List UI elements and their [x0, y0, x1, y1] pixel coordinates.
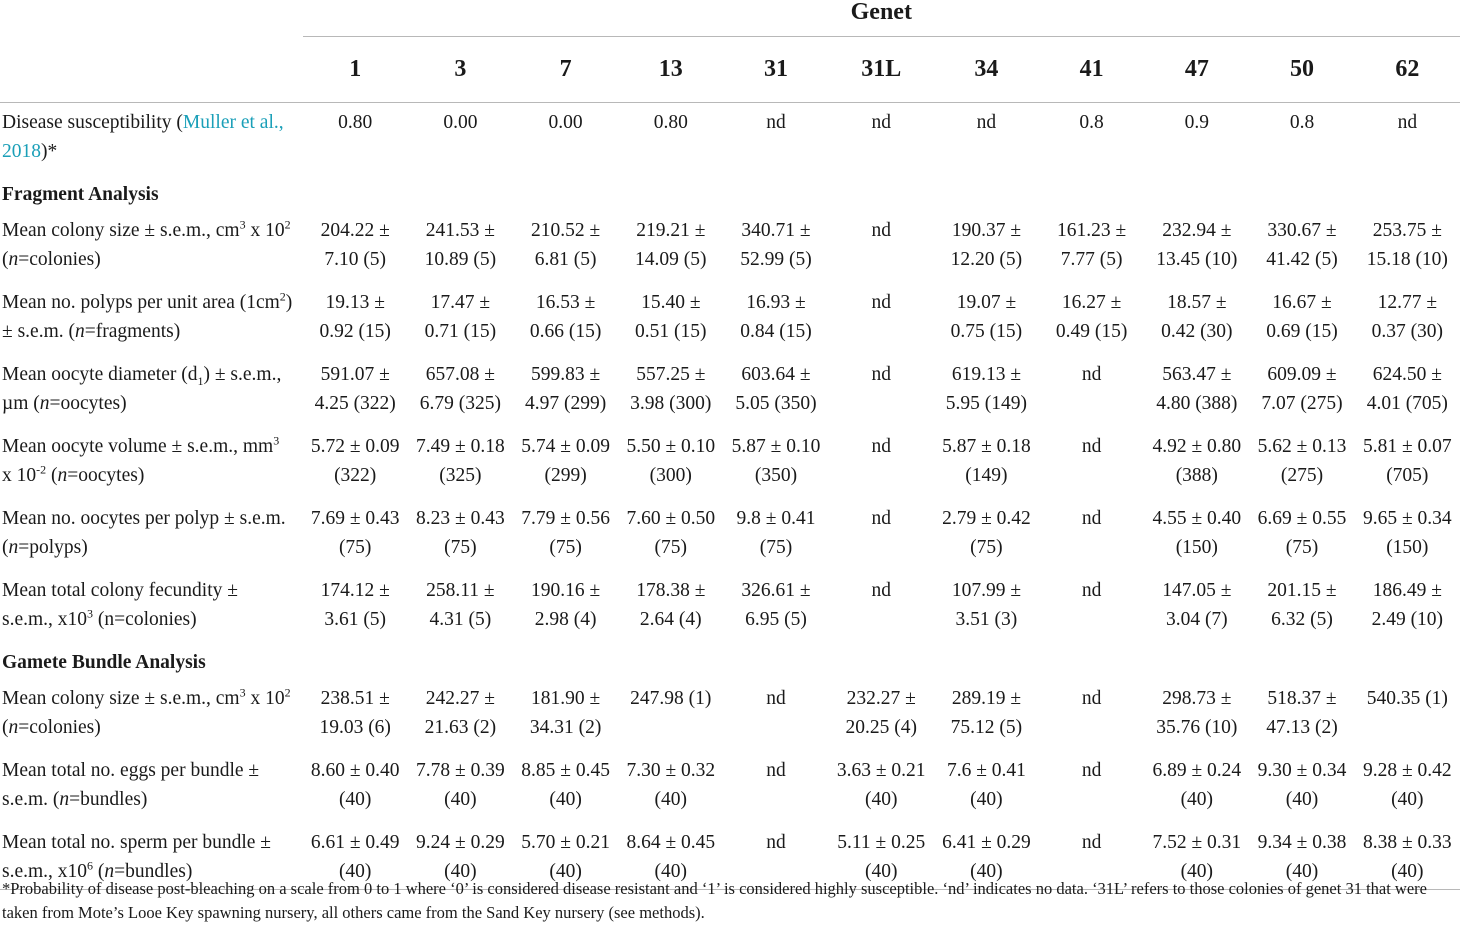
- table-cell: 232.94 ± 13.45 (10): [1156, 220, 1238, 270]
- table-cell: 9.24 ± 0.29 (40): [408, 823, 513, 890]
- table-cell: 7.30 ± 0.32 (40): [626, 760, 716, 810]
- table-cell: 9.28 ± 0.42 (40): [1362, 760, 1452, 810]
- row-frag-colony-size: [0, 211, 1460, 283]
- table-cell: 174.12 ± 3.61 (5): [320, 580, 390, 630]
- section-fragment-analysis: [0, 175, 1460, 211]
- section-gamete-bundle-analysis: [0, 643, 1460, 679]
- table-cell: nd: [723, 823, 828, 890]
- genet-header: 47: [1144, 37, 1249, 103]
- genet-header: 41: [1039, 37, 1144, 103]
- table-cell: 2.79 ± 0.42 (75): [942, 508, 1031, 558]
- row-label: Mean oocyte diameter $(d_1) \pm s.e.m$., µm (n=oocytes): [2, 364, 282, 414]
- table-cell: nd: [1081, 508, 1102, 529]
- row-frag-oocyte-diameter: [0, 355, 1460, 427]
- table-cell: 8.60 ± 0.40 (40): [310, 760, 400, 810]
- table-cell: 6.41 ± 0.29 (40): [934, 823, 1039, 890]
- table-cell: nd: [871, 112, 891, 133]
- table-cell: 3.63 ± 0.21 (40): [836, 760, 926, 810]
- table-cell: 178.38 ± 2.64 (4): [636, 580, 706, 630]
- table-cell: 242.27 ± 21.63 (2): [424, 688, 497, 738]
- table-cell: 0.8: [1289, 112, 1315, 133]
- table-cell: 518.37 ± 47.13 (2): [1266, 688, 1338, 738]
- table-cell: 326.61 ± 6.95 (5): [741, 580, 811, 630]
- table-cell: 238.51 ± 19.03 (6): [319, 688, 391, 738]
- table-cell: 5.87 ± 0.18 (149): [942, 436, 1031, 486]
- genet-title: Genet: [303, 0, 1460, 37]
- table-cell: 9.65 ± 0.34 (150): [1362, 508, 1452, 558]
- table-cell: 186.49 ± 2.49 (10): [1371, 580, 1444, 630]
- table-cell: 8.64 ± 0.45 (40): [618, 823, 723, 890]
- table-cell: nd: [1397, 112, 1418, 133]
- row-frag-oocyte-volume: [0, 427, 1460, 499]
- table-cell: 0.8: [1079, 112, 1104, 133]
- table-cell: 5.70 ± 0.21 (40): [513, 823, 618, 890]
- table-cell: nd: [871, 364, 891, 385]
- genet-header: 34: [934, 37, 1039, 103]
- table-cell: 210.52 ± 6.81 (5): [531, 220, 601, 270]
- table-cell: 8.23 ± 0.43 (75): [416, 508, 505, 558]
- table-cell: nd: [1081, 436, 1102, 457]
- table-cell: nd: [1081, 688, 1102, 709]
- table-cell: 17.47 ± 0.71 (15): [424, 292, 497, 342]
- table-cell: nd: [1081, 760, 1102, 781]
- row-gam-colony-size: [0, 679, 1460, 751]
- table-footnote: *Probability of disease post-bleaching on a scale from 0 to 1 where ‘0’ is considered disease resistant and ‘1’ is considered highly susceptible. ‘nd’ indicates no data. ‘31L’ refers to those colonies of genet 31 that were taken from Mote’s Looe Key spawning nursery, all others came from the Sand Key nursery (see methods).: [2, 879, 1427, 922]
- table-cell: 5.87 ± 0.10 (350): [731, 436, 821, 486]
- table-cell: 0.80: [338, 112, 373, 133]
- table-cell: nd: [1081, 580, 1102, 601]
- row-gam-eggs: [0, 751, 1460, 823]
- table-cell: 12.77 ± 0.37 (30): [1371, 292, 1444, 342]
- table-cell: nd: [1039, 823, 1144, 890]
- table-cell: 0.9: [1184, 112, 1209, 133]
- row-label: Mean colony size ± s.e.m., $cm^3$ x $10^2$ (n=colonies): [2, 685, 291, 738]
- table-cell: 7.49 ± 0.18 (325): [416, 436, 505, 486]
- table-cell: 603.64 ± 5.05 (350): [735, 364, 817, 414]
- table-cell: 624.50 ± 4.01 (705): [1366, 364, 1448, 414]
- table-cell: 219.21 ± 14.09 (5): [635, 220, 707, 270]
- table-cell: nd: [976, 112, 997, 133]
- table-cell: 201.15 ± 6.32 (5): [1267, 580, 1337, 630]
- genet-header: 62: [1355, 37, 1460, 103]
- header-blank: [0, 0, 303, 37]
- table-cell: 591.07 ± 4.25 (322): [314, 364, 396, 414]
- table-cell: nd: [1081, 364, 1102, 385]
- genet-header: 50: [1249, 37, 1354, 103]
- table-cell: 5.81 ± 0.07 (705): [1362, 436, 1452, 486]
- table-cell: 7.79 ± 0.56 (75): [521, 508, 610, 558]
- table-cell: 19.13 ± 0.92 (15): [319, 292, 391, 342]
- table-cell: 190.37 ± 12.20 (5): [950, 220, 1023, 270]
- table-cell: 8.85 ± 0.45 (40): [521, 760, 610, 810]
- table-cell: 5.11 ± 0.25 (40): [829, 823, 934, 890]
- table-cell: nd: [871, 220, 891, 241]
- table-cell: nd: [871, 508, 891, 529]
- table-cell: 204.22 ± 7.10 (5): [320, 220, 390, 270]
- table-cell: 247.98 (1): [630, 688, 712, 709]
- table-cell: 7.60 ± 0.50 (75): [626, 508, 716, 558]
- table-cell: 657.08 ± 6.79 (325): [419, 364, 502, 414]
- genet-header: 1: [303, 37, 408, 103]
- table-cell: 563.47 ± 4.80 (388): [1156, 364, 1238, 414]
- table-cell: 232.27 ± 20.25 (4): [845, 688, 917, 738]
- table-cell: 16.67 ± 0.69 (15): [1266, 292, 1338, 342]
- table-cell: 599.83 ± 4.97 (299): [524, 364, 607, 414]
- row-frag-fecundity: [0, 571, 1460, 643]
- table-cell: 0.00: [548, 112, 583, 133]
- table-cell: 619.13 ± 5.95 (149): [945, 364, 1028, 414]
- table-cell: 9.34 ± 0.38 (40): [1249, 823, 1354, 890]
- row-label: Mean no. oocytes per polyp ± s.e.m. (n=polyps): [2, 508, 286, 558]
- row-frag-oocytes-per-polyp: [0, 499, 1460, 571]
- table-cell: 107.99 ± 3.51 (3): [951, 580, 1022, 630]
- table-cell: 289.19 ± 75.12 (5): [950, 688, 1023, 738]
- row-label: Mean no. polyps per unit area $(1cm^2) \pm s.e.m$. (n=fragments): [2, 289, 293, 342]
- row-label: Mean total colony fecundity ± s.e.m., $x10^3$ (n=colonies): [2, 580, 238, 630]
- table-cell: 0.80: [653, 112, 688, 133]
- header-blank-2: [0, 37, 303, 103]
- table-cell: 4.92 ± 0.80 (388): [1152, 436, 1242, 486]
- table-cell: 18.57 ± 0.42 (30): [1161, 292, 1233, 342]
- table-cell: 147.05 ± 3.04 (7): [1162, 580, 1232, 630]
- table-cell: 8.38 ± 0.33 (40): [1355, 823, 1460, 890]
- table-cell: 6.69 ± 0.55 (75): [1257, 508, 1347, 558]
- table-cell: 258.11 ± 4.31 (5): [426, 580, 495, 630]
- table-cell: nd: [766, 112, 786, 133]
- genet-header: 7: [513, 37, 618, 103]
- table-cell: 7.52 ± 0.31 (40): [1144, 823, 1249, 890]
- table-cell: 298.73 ± 35.76 (10): [1156, 688, 1238, 738]
- table-cell: 5.74 ± 0.09 (299): [521, 436, 610, 486]
- table-cell: 16.93 ± 0.84 (15): [740, 292, 812, 342]
- table-cell: nd: [766, 688, 786, 709]
- table-cell: 253.75 ± 15.18 (10): [1366, 220, 1448, 270]
- row-frag-polyps: [0, 283, 1460, 355]
- table-cell: 7.78 ± 0.39 (40): [416, 760, 505, 810]
- table-cell: 0.00: [443, 112, 478, 133]
- table-cell: nd: [871, 436, 891, 457]
- table-cell: 5.62 ± 0.13 (275): [1257, 436, 1347, 486]
- table-cell: 7.6 ± 0.41 (40): [946, 760, 1026, 810]
- row-label: Mean oocyte volume ± s.e.m., $mm^3$ x $10^{-2}$ (n=oocytes): [2, 433, 280, 486]
- table-cell: 7.69 ± 0.43 (75): [310, 508, 400, 558]
- table-cell: 6.61 ± 0.49 (40): [303, 823, 408, 890]
- table-cell: 9.8 ± 0.41 (75): [736, 508, 816, 558]
- table-cell: nd: [871, 580, 891, 601]
- table-cell: 4.55 ± 0.40 (150): [1152, 508, 1242, 558]
- genet-header: 13: [618, 37, 723, 103]
- table-cell: 557.25 ± 3.98 (300): [630, 364, 712, 414]
- table-cell: 16.53 ± 0.66 (15): [529, 292, 602, 342]
- table-cell: 5.50 ± 0.10 (300): [626, 436, 716, 486]
- table-cell: 9.30 ± 0.34 (40): [1257, 760, 1347, 810]
- section-heading: Gamete Bundle Analysis: [2, 652, 206, 673]
- table-cell: 15.40 ± 0.51 (15): [635, 292, 707, 342]
- table-cell: 330.67 ± 41.42 (5): [1266, 220, 1338, 270]
- row-label: Mean total no. eggs per bundle ± s.e.m. (n=bundles): [2, 760, 260, 810]
- row-disease: [0, 103, 1460, 176]
- section-heading: Fragment Analysis: [2, 184, 159, 205]
- table-cell: 181.90 ± 34.31 (2): [529, 688, 602, 738]
- table-cell: 340.71 ± 52.99 (5): [740, 220, 812, 270]
- table-cell: 161.23 ± 7.77 (5): [1057, 220, 1127, 270]
- row-label: Mean total no. sperm per bundle ± s.e.m., $x10^6$ (n=bundles): [0, 823, 303, 890]
- genet-header: 31L: [829, 37, 934, 103]
- table-cell: 540.35 (1): [1366, 688, 1448, 709]
- table-cell: 241.53 ± 10.89 (5): [424, 220, 497, 270]
- table-cell: 16.27 ± 0.49 (15): [1055, 292, 1128, 342]
- table-cell: nd: [871, 292, 891, 313]
- row-label: Disease susceptibility (Muller et al., 2018)*: [2, 112, 284, 162]
- table-cell: 5.72 ± 0.09 (322): [310, 436, 400, 486]
- genet-header: 31: [723, 37, 828, 103]
- table-cell: 190.16 ± 2.98 (4): [531, 580, 601, 630]
- row-label: Mean colony size ± s.e.m., $cm^3$ x $10^2$ (n=colonies): [2, 217, 291, 270]
- table-cell: nd: [766, 760, 786, 781]
- table-cell: 6.89 ± 0.24 (40): [1152, 760, 1242, 810]
- genet-header: 3: [408, 37, 513, 103]
- table-cell: 609.09 ± 7.07 (275): [1261, 364, 1343, 414]
- citation-link[interactable]: Muller et al., 2018: [2, 112, 284, 162]
- table-cell: 19.07 ± 0.75 (15): [950, 292, 1023, 342]
